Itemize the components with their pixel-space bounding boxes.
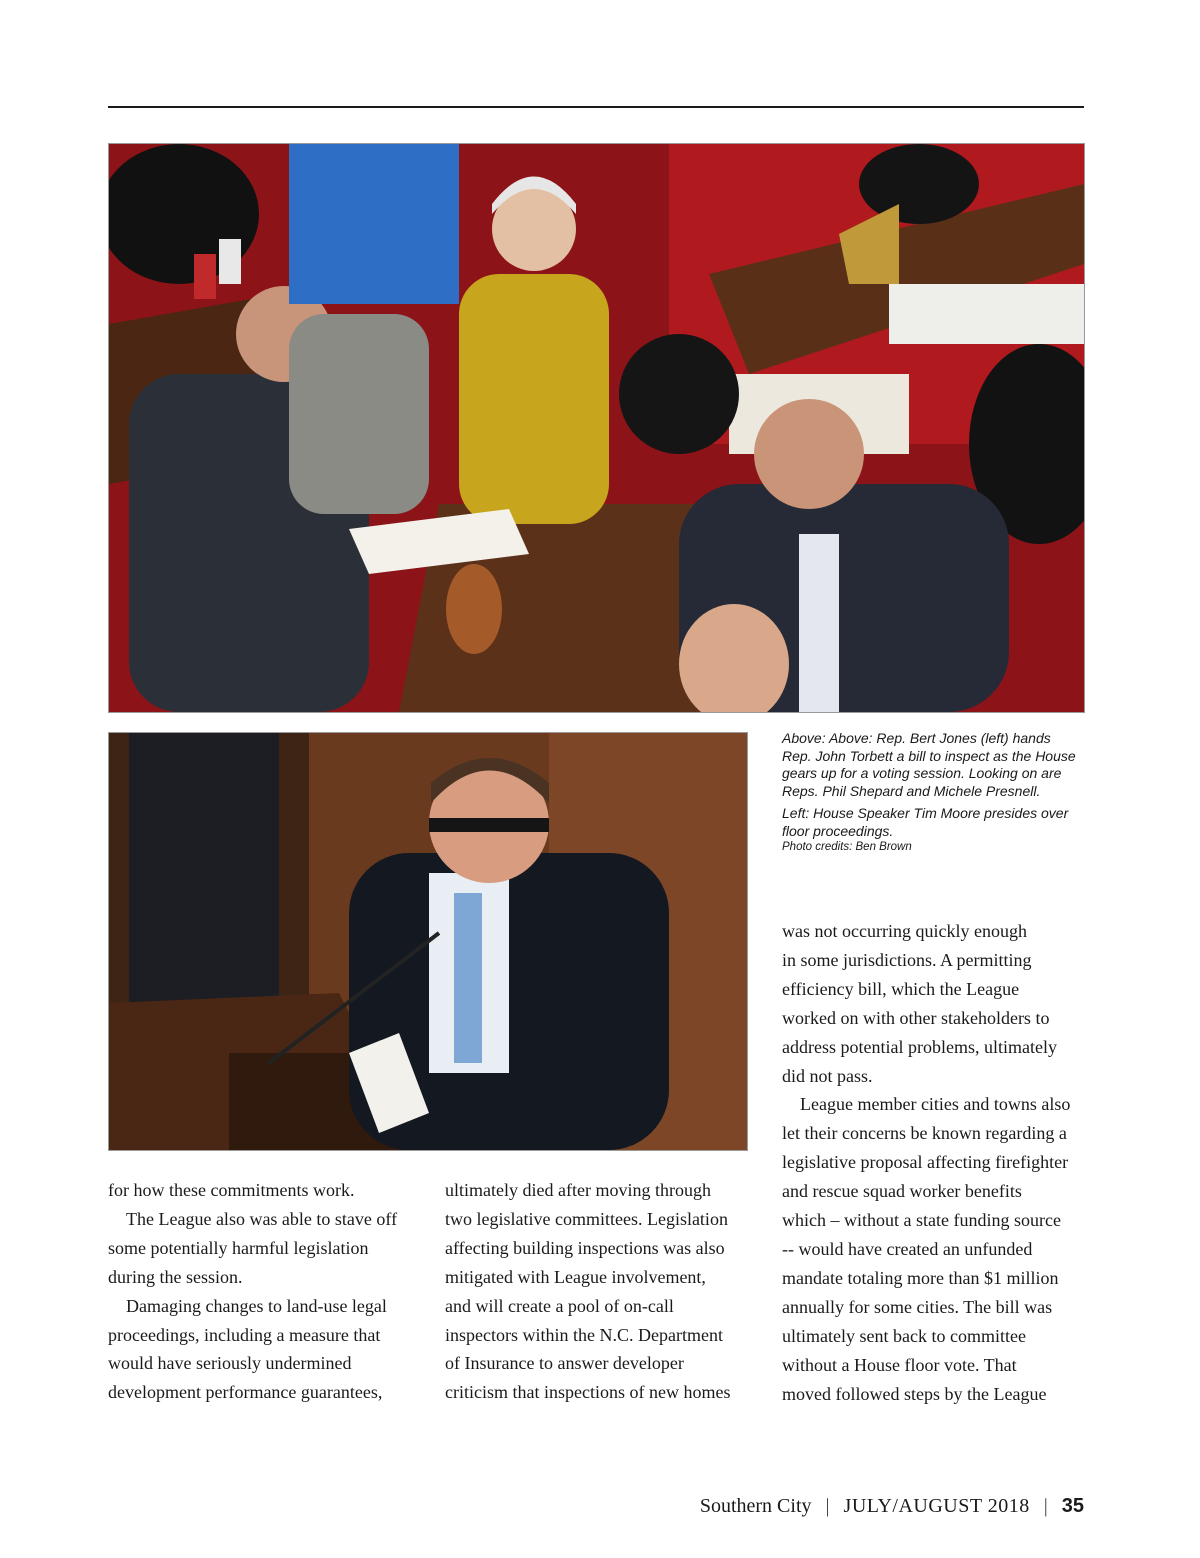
text-line: criticism that inspections of new homes <box>445 1382 731 1403</box>
caption-credit: Photo credits: Ben Brown <box>782 841 912 853</box>
text-line: for how these commitments work. <box>108 1180 355 1200</box>
text-line: ultimately sent back to committee <box>782 1325 1026 1346</box>
text-line: during the session. <box>108 1266 243 1287</box>
text-line: worked on with other stakeholders to <box>782 1007 1050 1028</box>
text-line: in some jurisdictions. A permitting <box>782 949 1032 970</box>
text-line: annually for some cities. The bill was <box>782 1296 1053 1317</box>
photo-speaker-podium <box>108 732 748 1151</box>
magazine-name: Southern City <box>699 1494 812 1517</box>
page-footer <box>700 1494 1084 1518</box>
text-line: some potentially harmful legislation <box>108 1237 369 1258</box>
issue-date: JULY/AUGUST 2018 <box>843 1494 1030 1517</box>
footer-separator: | <box>825 1494 830 1517</box>
photo-speaker-podium-illustration <box>109 733 747 1150</box>
text-line: two legislative committees. Legislation <box>445 1208 728 1229</box>
text-line: League member cities and towns also <box>800 1094 1071 1115</box>
text-line: moved followed steps by the League <box>782 1383 1047 1404</box>
text-line: mandate totaling more than $1 million <box>782 1267 1059 1288</box>
caption-left: Left: House Speaker Tim Moore presides over floor proceedings. <box>782 805 1069 839</box>
header-rule <box>108 106 1084 108</box>
text-line: let their concerns be known regarding a <box>782 1123 1067 1144</box>
text-line: development performance guarantees, <box>108 1382 383 1403</box>
text-line: and will create a pool of on-call <box>445 1295 674 1316</box>
text-line: did not pass. <box>782 1065 873 1086</box>
photo-caption <box>782 730 1084 859</box>
body-column-1 <box>108 1176 418 1407</box>
photo-house-chamber-illustration <box>109 144 1084 712</box>
photo-house-chamber-bill-handoff <box>108 143 1085 713</box>
text-line: which – without a state funding source <box>782 1210 1061 1231</box>
text-line: without a House floor vote. That <box>782 1354 1017 1375</box>
footer-separator: | <box>1043 1494 1048 1517</box>
text-line: of Insurance to answer developer <box>445 1353 684 1374</box>
text-line: was not occurring quickly enough <box>782 921 1027 941</box>
text-line: ultimately died after moving through <box>445 1180 711 1200</box>
caption-above: Above: Above: Rep. Bert Jones (left) hands Rep. John Torbett a bill to inspect as the House gears up for a voting session. Looking on are Reps. Phil Shepard and Michele Presnell. <box>782 730 1076 799</box>
text-line: and rescue squad worker benefits <box>782 1181 1022 1202</box>
body-column-3 <box>782 917 1092 1408</box>
text-line: affecting building inspections was also <box>445 1237 725 1258</box>
text-line: inspectors within the N.C. Department <box>445 1324 723 1345</box>
text-line: mitigated with League involvement, <box>445 1266 706 1287</box>
text-line: legislative proposal affecting firefighter <box>782 1152 1069 1173</box>
text-line: Damaging changes to land-use legal <box>126 1295 387 1316</box>
body-column-2 <box>445 1176 755 1407</box>
text-line: -- would have created an unfunded <box>782 1238 1033 1259</box>
text-line: would have seriously undermined <box>108 1353 352 1374</box>
text-line: proceedings, including a measure that <box>108 1324 381 1345</box>
text-line: efficiency bill, which the League <box>782 978 1020 999</box>
text-line: address potential problems, ultimately <box>782 1036 1057 1057</box>
text-line: The League also was able to stave off <box>126 1208 398 1229</box>
page-number: 35 <box>1061 1494 1084 1517</box>
